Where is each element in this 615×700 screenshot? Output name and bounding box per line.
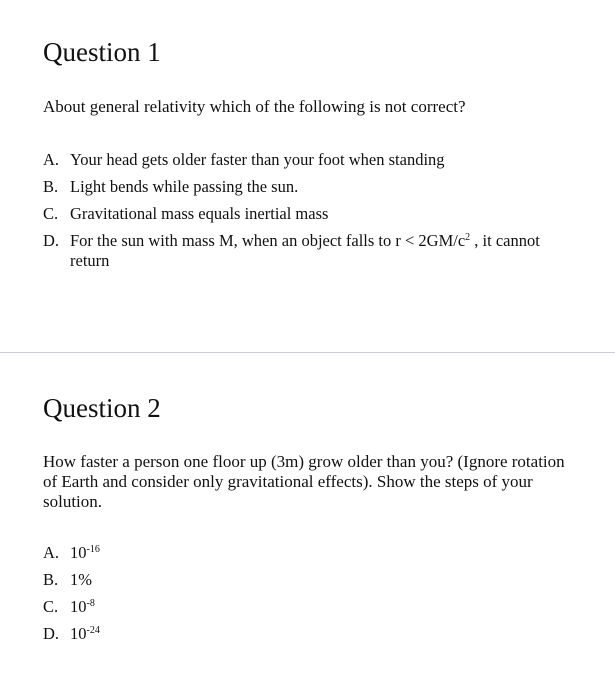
option-text bbox=[70, 597, 563, 617]
option-letter: D. bbox=[43, 231, 60, 250]
question-1-options bbox=[43, 150, 563, 278]
option-exponent: -8 bbox=[86, 598, 95, 609]
q1-option-a bbox=[43, 150, 563, 170]
option-base: 10 bbox=[70, 624, 87, 643]
option-text: Gravitational mass equals inertial mass bbox=[70, 204, 329, 223]
option-text bbox=[70, 624, 563, 644]
q2-option-c bbox=[43, 597, 563, 617]
option-letter: D. bbox=[43, 624, 60, 643]
q2-option-b bbox=[43, 570, 563, 590]
option-text-part: For the sun with mass M, when an object falls to r < 2GM/c bbox=[70, 231, 466, 250]
q1-option-c bbox=[43, 204, 563, 224]
option-text: Your head gets older faster than your foot when standing bbox=[70, 150, 445, 169]
option-text bbox=[70, 231, 563, 271]
question-1-title: Question 1 bbox=[43, 37, 161, 67]
option-exponent: -24 bbox=[86, 625, 100, 636]
option-letter: A. bbox=[43, 543, 60, 562]
q2-option-a bbox=[43, 543, 563, 563]
option-letter: A. bbox=[43, 150, 60, 169]
question-1-prompt: About general relativity which of the following is not correct? bbox=[43, 97, 466, 116]
option-superscript: 2 bbox=[465, 232, 471, 243]
option-text: Light bends while passing the sun. bbox=[70, 177, 299, 196]
q1-option-d bbox=[43, 231, 563, 271]
question-2-title: Question 2 bbox=[43, 393, 161, 423]
section-divider bbox=[0, 352, 615, 353]
option-text-part: , it cannot return bbox=[70, 231, 540, 270]
question-2-options bbox=[43, 543, 563, 651]
option-letter: C. bbox=[43, 204, 59, 223]
option-letter: C. bbox=[43, 597, 59, 616]
option-text bbox=[70, 543, 563, 563]
q1-option-b bbox=[43, 177, 563, 197]
option-exponent: -16 bbox=[86, 544, 100, 555]
question-2-prompt: How faster a person one floor up (3m) grow older than you? (Ignore rotation of Earth and consider only gravitational effects). Show the steps of your solution. bbox=[43, 452, 565, 511]
option-letter: B. bbox=[43, 570, 59, 589]
q2-option-d bbox=[43, 624, 563, 644]
option-base: 10 bbox=[70, 597, 87, 616]
option-text: 1% bbox=[70, 570, 92, 589]
option-base: 10 bbox=[70, 543, 87, 562]
option-letter: B. bbox=[43, 177, 59, 196]
